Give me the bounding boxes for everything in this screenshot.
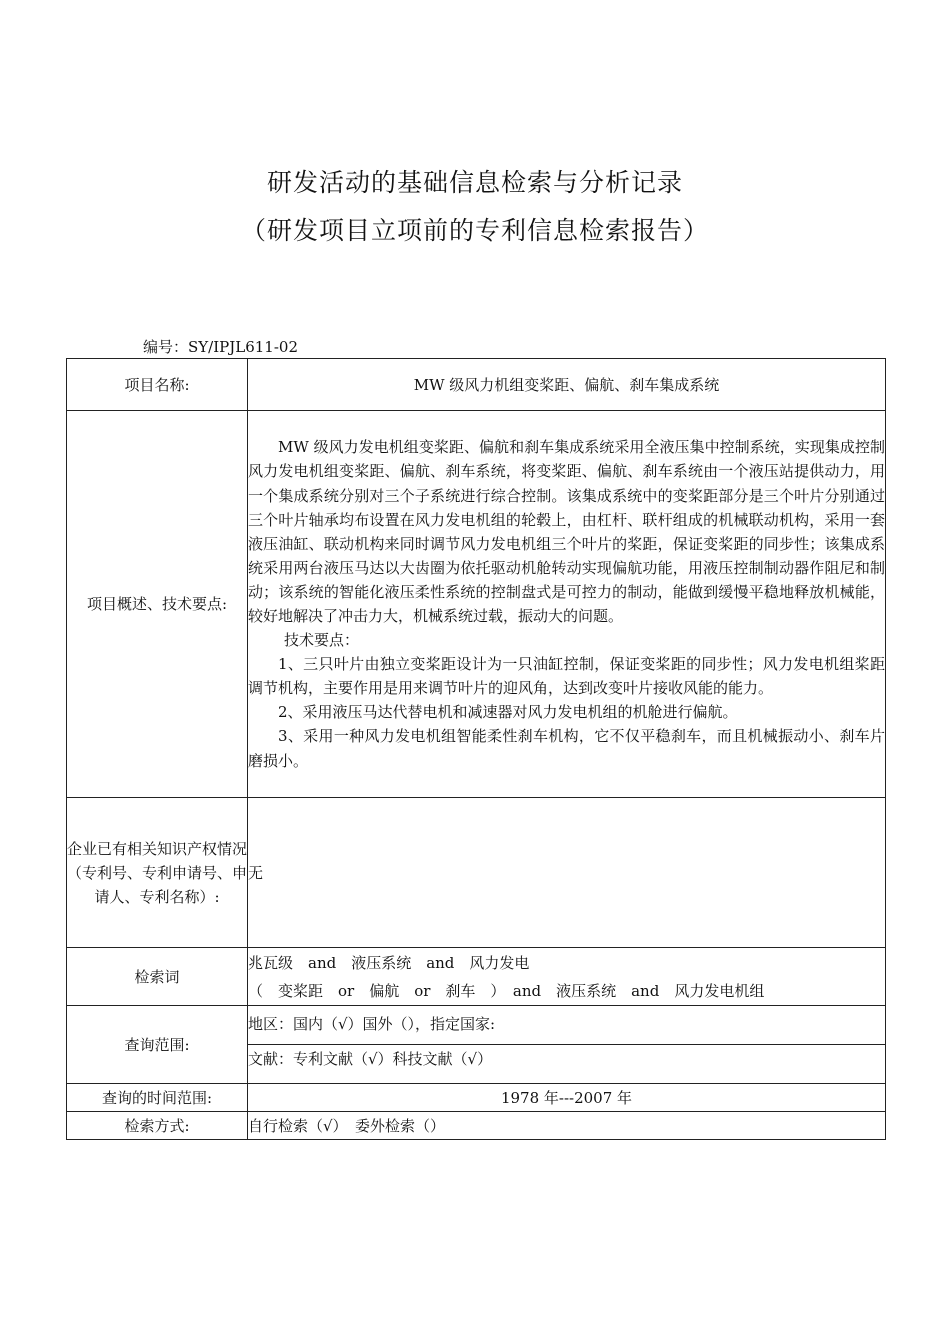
overview-label: 项目概述、技术要点: (67, 411, 248, 798)
search-method-label: 检索方式: (67, 1112, 248, 1140)
ip-status-label: 企业已有相关知识产权情况（专利号、专利申请号、申请人、专利名称）: (67, 798, 248, 948)
overview-content (248, 411, 886, 798)
document-number: 编号：SY/IPJL611-02 (143, 338, 299, 356)
keywords-line-2: （ 变桨距 or 偏航 or 刹车 ） and 液压系统 and 风力发电机组 (248, 981, 765, 1000)
project-name-label: 项目名称: (67, 359, 248, 411)
key-point-2: 2、采用液压马达代替电机和减速器对风力发电机组的机舱进行偏航。 (278, 703, 738, 722)
scope-literature: 文献：专利文献（√）科技文献（√） (248, 1045, 886, 1084)
ip-status-value: 无 (248, 798, 886, 948)
row-search-method (67, 1112, 886, 1140)
project-name-value: MW 级风力机组变桨距、偏航、刹车集成系统 (248, 359, 886, 411)
row-overview (67, 411, 886, 798)
overview-paragraph: MW 级风力发电机组变桨距、偏航和刹车集成系统采用全液压集中控制系统，实现集成控制风力发电机组变桨距、偏航、刹车系统，将变桨距、偏航、刹车系统由一个液压站提供动力，用一个集成系统分别对三个子系统进行综合控制。该集成系统中的变桨距部分是三个叶片分别通过三个叶片轴承均布设置在风力发电机组的轮毂上，由杠杆、联杆组成的机械联动机构，采用一套液压油缸、联动机构来同时调节风力发电机组三个叶片的桨距，保证变桨距的同步性；该集成系统采用两台液压马达以大齿圈为依托驱动机舱转动实现偏航功能，用液压控制制动器作阻尼和制动；该系统的智能化液压柔性系统的控制盘式是可控力的制动，能做到缓慢平稳地释放机械能，较好地解决了冲击力大，机械系统过载，振动大的问题。 (248, 438, 885, 625)
row-time-range (67, 1084, 886, 1112)
document-title: 研发活动的基础信息检索与分析记录 (266, 168, 683, 197)
row-scope-region (67, 1006, 886, 1045)
document-subtitle: （研发项目立项前的专利信息检索报告） (240, 216, 709, 245)
row-project-name (67, 359, 886, 411)
key-points-heading: 技术要点： (284, 631, 360, 650)
time-range-label: 查询的时间范围: (67, 1084, 248, 1112)
keywords-content (248, 948, 886, 1006)
key-point-1: 1、三只叶片由独立变桨距设计为一只油缸控制，保证变桨距的同步性；风力发电机组桨距调节机构，主要作用是用来调节叶片的迎风角，达到改变叶片接收风能的能力。 (248, 655, 885, 698)
patent-search-record-table (66, 358, 886, 1140)
row-keywords (67, 948, 886, 1006)
scope-region: 地区：国内（√）国外（），指定国家: (248, 1006, 886, 1045)
keywords-label: 检索词 (67, 948, 248, 1006)
scope-label: 查询范围: (67, 1006, 248, 1084)
row-ip-status (67, 798, 886, 948)
time-range-value: 1978 年---2007 年 (248, 1084, 886, 1112)
search-method-value: 自行检索（√） 委外检索（） (248, 1112, 886, 1140)
keywords-line-1: 兆瓦级 and 液压系统 and 风力发电 (248, 953, 530, 972)
key-point-3: 3、采用一种风力发电机组智能柔性刹车机构，它不仅平稳刹车，而且机械振动小、刹车片磨损小。 (248, 727, 885, 770)
